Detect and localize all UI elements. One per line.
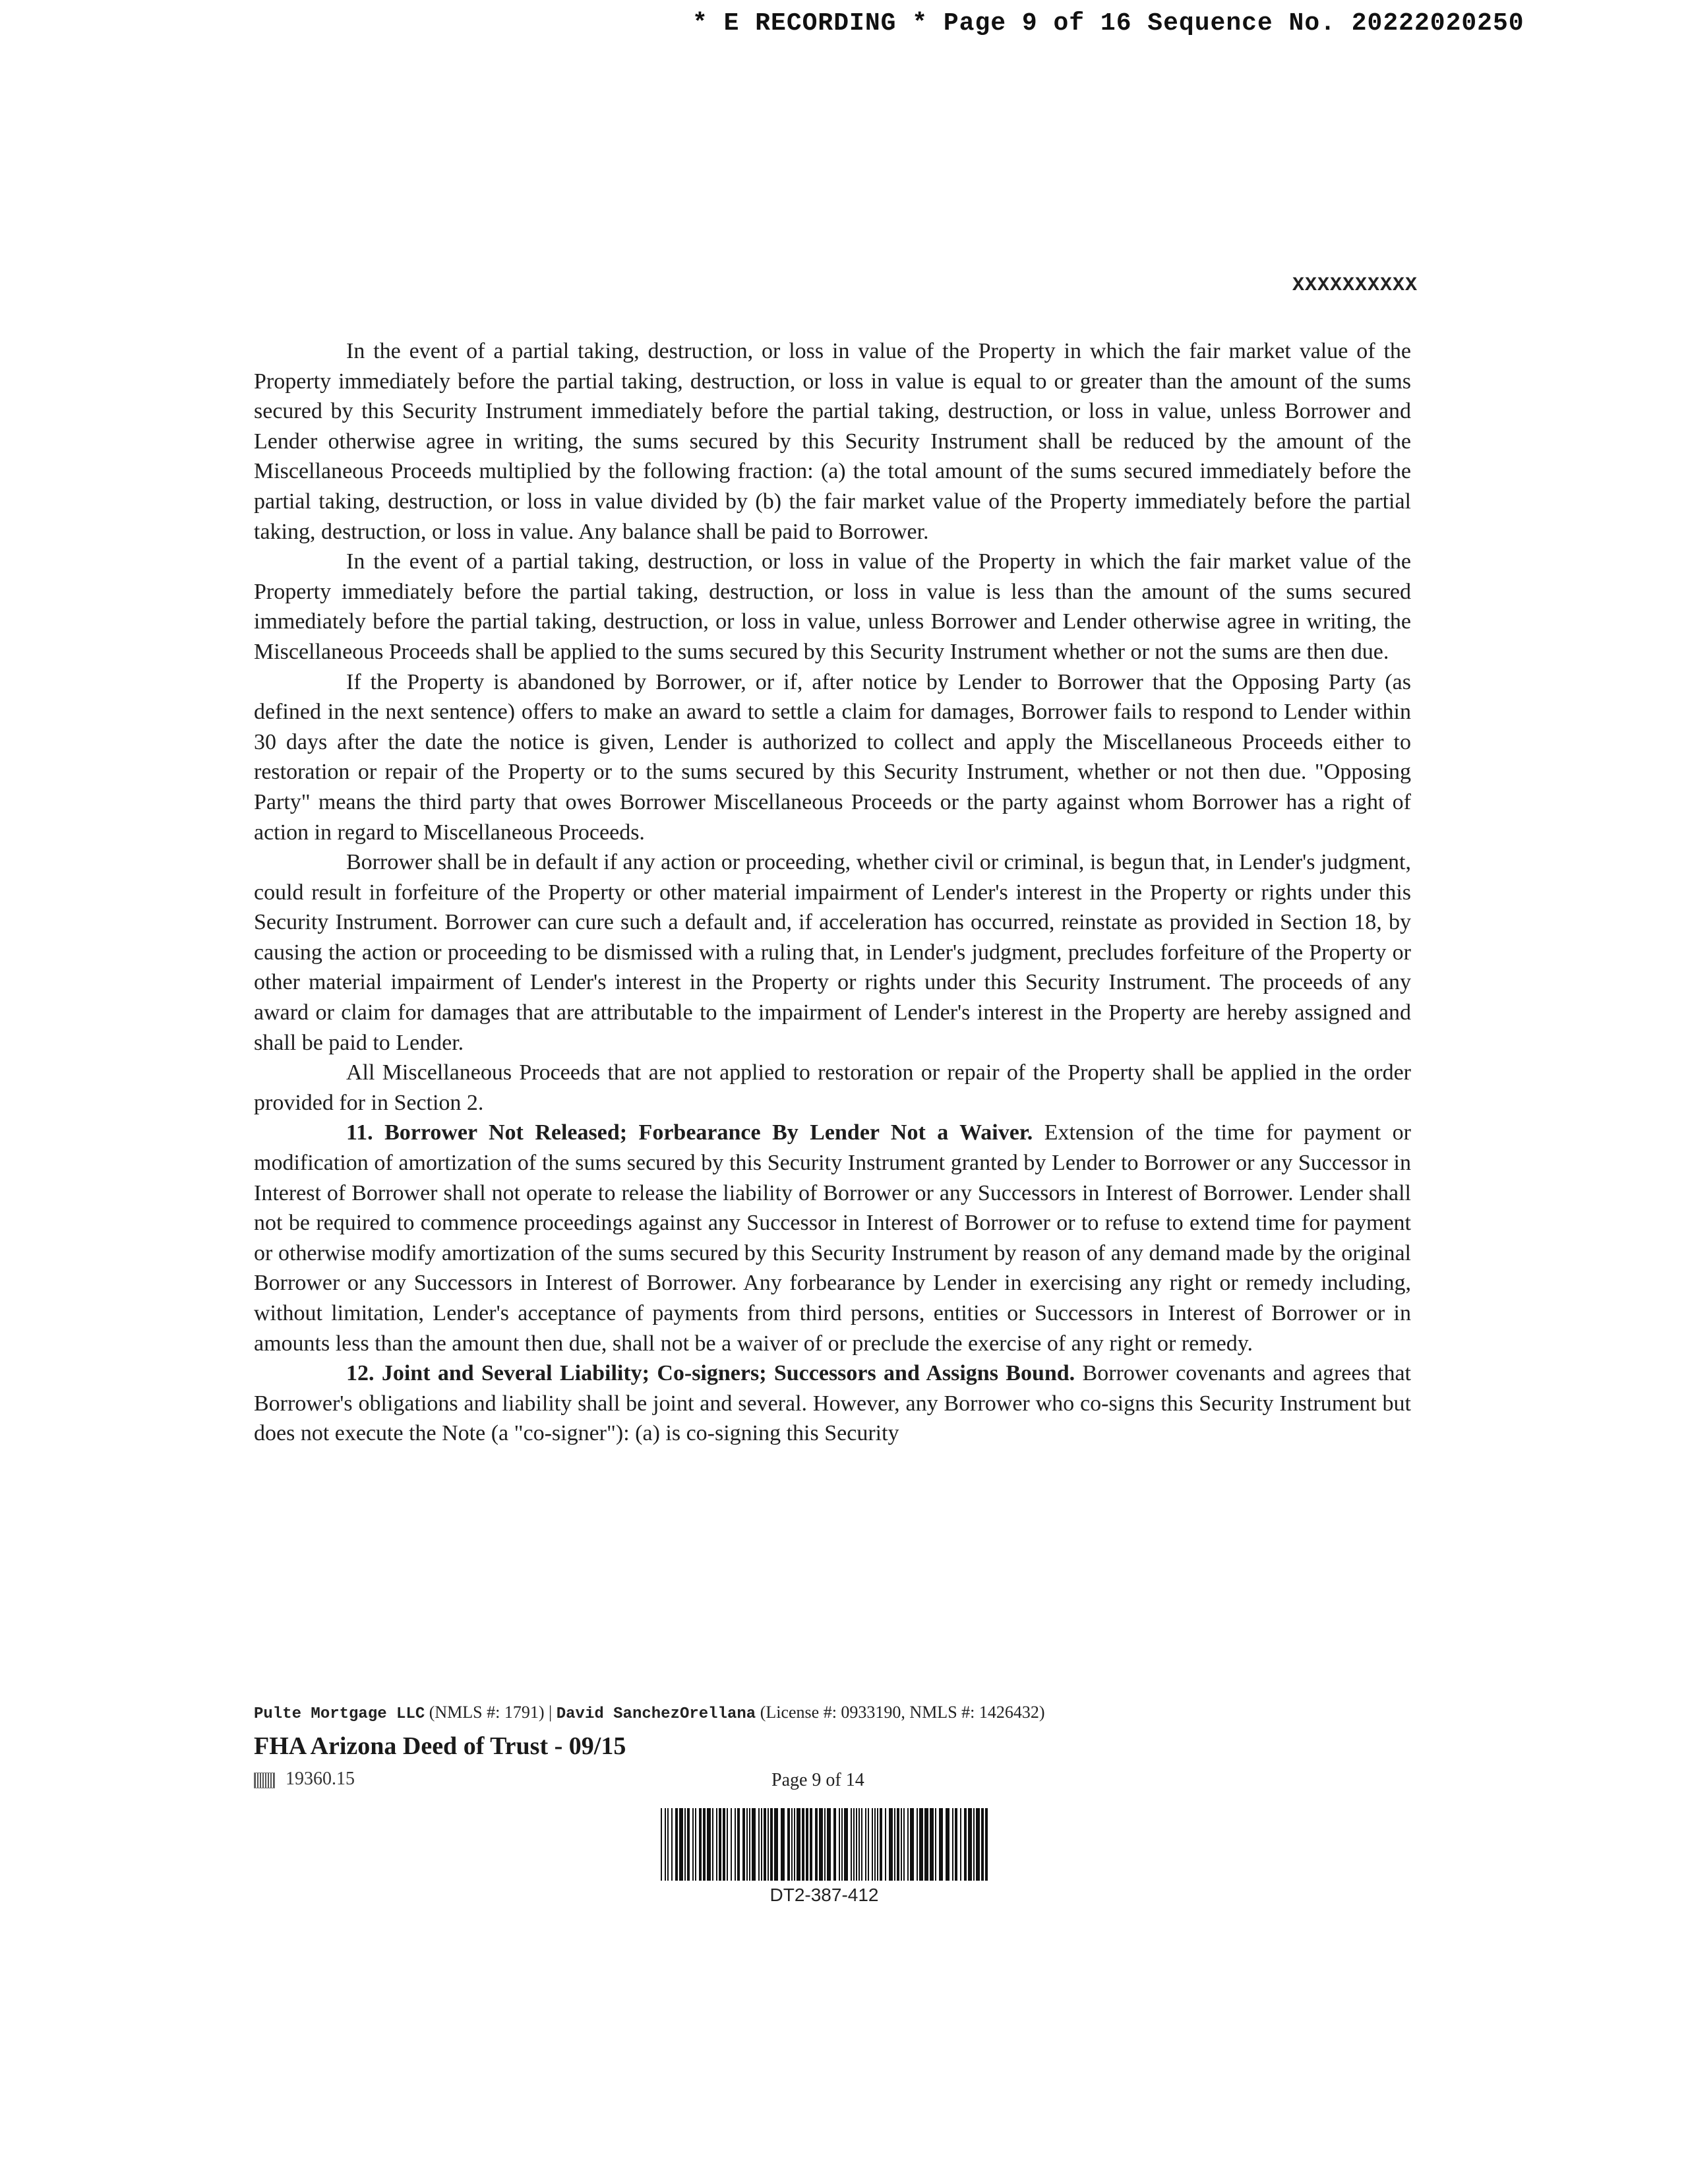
barcode-text: DT2-387-412 bbox=[769, 1885, 879, 1905]
paragraph-partial-taking-less: In the event of a partial taking, destruction, or loss in value of the Property in which the fair market value of the Property immediately before the partial taking, destruction, or loss in value is less than the amount of the sums secured immediately before the partial taking, destruction, or loss in value, unless Borrower and Lender otherwise agree in writing, the Miscellaneous Proceeds shall be applied to the sums secured by this Security Instrument whether or not the sums are then due. bbox=[254, 549, 1411, 664]
paragraph-abandoned-property: If the Property is abandoned by Borrower, or if, after notice by Lender to Borrower that the Opposing Party (as defined in the next sentence) offers to make an award to settle a claim for damages, Borrower fails to respond to Lender within 30 days after the date the notice is given, Lender is authorized to collect and apply the Miscellaneous Proceeds either to restoration or repair of the Property or to the sums secured by this Security Instrument, whether or not then due. "Opposing Party" means the third party that owes Borrower Miscellaneous Proceeds or the party against whom Borrower has a right of action in regard to Miscellaneous Proceeds. bbox=[254, 669, 1411, 845]
form-code-icon bbox=[254, 1773, 275, 1788]
form-code-text: 19360.15 bbox=[286, 1769, 355, 1789]
page-number: Page 9 of 14 bbox=[771, 1770, 864, 1790]
company-registration: (NMLS #: 1791) | bbox=[425, 1703, 557, 1722]
originator-name: David SanchezOrellana bbox=[556, 1705, 756, 1723]
section-11-text: Extension of the time for payment or modification of amortization of the sums secured by this Security Instrument granted by Lender to Borrower or any Successor in Interest of Borrower shall not operate to release the liability of Borrower or any Successors in Interest of Borrower. Lender shall not be required to commence proceedings against any Successor in Interest of Borrower or to refuse to extend time for payment or otherwise modify amortization of the sums secured by this Security Instrument by reason of any demand made by the original Borrower or any Successors in Interest of Borrower. Any forbearance by Lender in exercising any right or remedy including, without limitation, Lender's acceptance of payments from third persons, entities or Successors in Interest of Borrower or in amounts less than the amount then due, shall not be a waiver of or preclude the exercise of any right or remedy. bbox=[254, 1120, 1411, 1356]
section-12-text: Borrower covenants and agrees that Borrower's obligations and liability shall be joint and several. However, any Borrower who co-signs this Security Instrument but does not execute the Note (a "co-signer"): (a) is co-signing this Security bbox=[254, 1361, 1412, 1446]
section-11-heading: 11. Borrower Not Released; Forbearance By Lender Not a Waiver. bbox=[346, 1120, 1033, 1145]
section-12 bbox=[254, 1358, 1411, 1449]
form-code bbox=[254, 1769, 355, 1790]
originator-registration: (License #: 0933190, NMLS #: 1426432) bbox=[756, 1703, 1045, 1722]
company-name: Pulte Mortgage LLC bbox=[254, 1705, 425, 1723]
paragraph-partial-taking-greater: In the event of a partial taking, destruction, or loss in value of the Property in which the fair market value of the Property immediately before the partial taking, destruction, or loss in value is equal to or greater than the amount of the sums secured by this Security Instrument immediately before the partial taking, destruction, or loss in value, unless Borrower and Lender otherwise agree in writing, the sums secured by this Security Instrument shall be reduced by the amount of the Miscellaneous Proceeds multiplied by the following fraction: (a) the total amount of the sums secured immediately before the partial taking, destruction, or loss in value divided by (b) the fair market value of the Property immediately before the partial taking, destruction, or loss in value. Any balance shall be paid to Borrower. bbox=[254, 339, 1411, 544]
loan-id: XXXXXXXXXX bbox=[1292, 274, 1418, 297]
section-12-heading: 12. Joint and Several Liability; Co-signers; Successors and Assigns Bound. bbox=[346, 1361, 1075, 1386]
section-11 bbox=[254, 1118, 1411, 1358]
paragraph-default-proceeding: Borrower shall be in default if any action or proceeding, whether civil or criminal, is begun that, in Lender's judgment, could result in forfeiture of the Property or other material impairment of Lender's interest in the Property or rights under this Security Instrument. Borrower can cure such a default and, if acceleration has occurred, reinstate as provided in Section 18, by causing the action or proceeding to be dismissed with a ruling that, in Lender's judgment, precludes forfeiture of the Property or other material impairment of Lender's interest in the Property or rights under this Security Instrument. The proceeds of any award or claim for damages that are attributable to the impairment of Lender's interest in the Property are hereby assigned and shall be paid to Lender. bbox=[254, 850, 1411, 1055]
footer-company-line bbox=[254, 1703, 1414, 1723]
paragraph-misc-proceeds: All Miscellaneous Proceeds that are not applied to restoration or repair of the Property shall be applied in the order provided for in Section 2. bbox=[254, 1060, 1411, 1115]
barcode-icon bbox=[659, 1808, 989, 1881]
recording-header: * E RECORDING * Page 9 of 16 Sequence No. 20222020250 bbox=[692, 9, 1524, 38]
form-title: FHA Arizona Deed of Trust - 09/15 bbox=[254, 1732, 626, 1760]
document-body bbox=[254, 336, 1411, 1449]
